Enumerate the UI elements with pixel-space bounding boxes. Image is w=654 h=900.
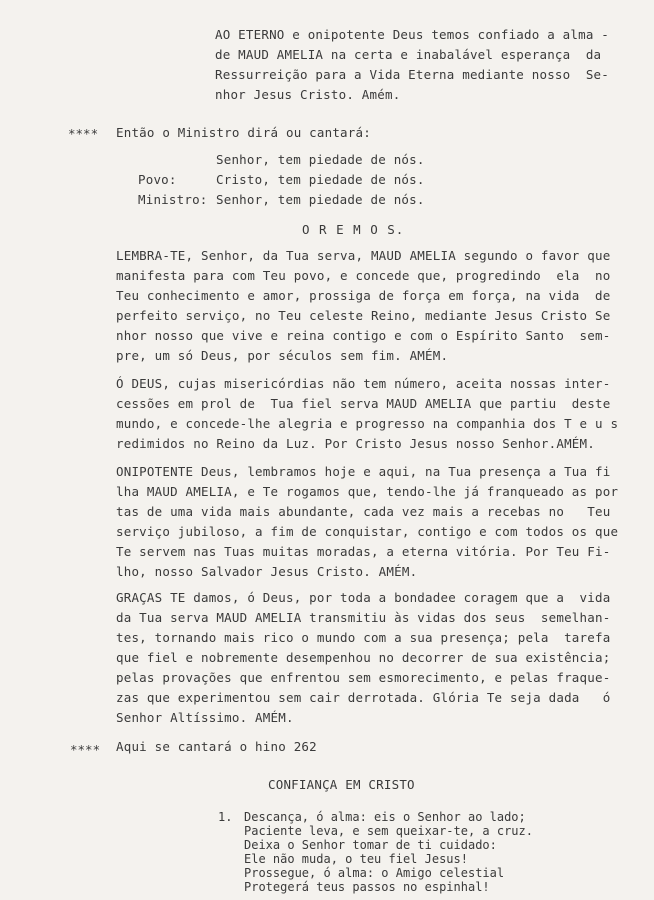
hymn-verse-number: 1. (218, 810, 233, 824)
prayer-line: da Tua serva MAUD AMELIA transmitiu às vidas dos seus semelhan- (116, 610, 611, 625)
prayer-line: cessões em prol de Tua fiel serva MAUD AMELIA que partiu deste (116, 396, 611, 411)
opening-line: AO ETERNO e onipotente Deus temos confiado a alma - (215, 27, 610, 42)
prayer-line: lha MAUD AMELIA, e Te rogamos que, tendo-lhe já franqueado as por (116, 484, 619, 499)
kyrie-line: Senhor, tem piedade de nós. (216, 192, 425, 207)
prayer-line: Te servem nas Tuas muitas moradas, a eterna vitória. Por Teu Fi- (116, 544, 611, 559)
rubric-text: Aqui se cantará o hino 262 (116, 739, 317, 754)
prayer-line: tes, tornando mais rico o mundo com a sua presença; pela tarefa (116, 630, 611, 645)
prayer-line: lho, nosso Salvador Jesus Cristo. AMÉM. (116, 564, 418, 579)
prayer-line: Senhor Altíssimo. AMÉM. (116, 710, 294, 725)
hymn-line: Deixa o Senhor tomar de ti cuidado: (244, 838, 497, 852)
kyrie-line: Senhor, tem piedade de nós. (216, 152, 425, 167)
prayer-line: Teu conhecimento e amor, prossiga de força em força, na vida de (116, 288, 611, 303)
prayer-line: redimidos no Reino da Luz. Por Cristo Jesus nosso Senhor.AMÉM. (116, 436, 595, 451)
prayer-line: tas de uma vida mais abundante, cada vez mais a recebas no Teu (116, 504, 611, 519)
kyrie-speaker: Povo: (138, 172, 177, 187)
hymn-line: Prossegue, ó alma: o Amigo celestial (244, 866, 505, 880)
hymn-line: Descança, ó alma: eis o Senhor ao lado; (244, 810, 526, 824)
rubric-text: Então o Ministro dirá ou cantará: (116, 125, 371, 140)
kyrie-line: Cristo, tem piedade de nós. (216, 172, 425, 187)
prayer-line: LEMBRA-TE, Senhor, da Tua serva, MAUD AMELIA segundo o favor que (116, 248, 611, 263)
opening-line: nhor Jesus Cristo. Amém. (215, 87, 401, 102)
prayer-line: Ó DEUS, cujas misericórdias não tem número, aceita nossas inter- (116, 376, 611, 391)
prayer-line: pre, um só Deus, por séculos sem fim. AMÉM. (116, 348, 449, 363)
prayer-line: pelas provações que enfrentou sem esmorecimento, e pelas fraque- (116, 670, 611, 685)
prayer-line: zas que experimentou sem cair derrotada. Glória Te seja dada ó (116, 690, 611, 705)
prayer-line: GRAÇAS TE damos, ó Deus, por toda a bondadee coragem que a vida (116, 590, 611, 605)
oremos-heading: O R E M O S. (302, 222, 405, 237)
rubric-marker: **** (70, 742, 101, 757)
opening-line: Ressurreição para a Vida Eterna mediante nosso Se- (215, 67, 610, 82)
prayer-line: manifesta para com Teu povo, e concede que, progredindo ela no (116, 268, 611, 283)
prayer-line: ONIPOTENTE Deus, lembramos hoje e aqui, na Tua presença a Tua fi (116, 464, 611, 479)
hymn-line: Ele não muda, o teu fiel Jesus! (244, 852, 468, 866)
hymn-line: Protegerá teus passos no espinhal! (244, 880, 490, 894)
prayer-line: serviço jubiloso, a fim de conquistar, contigo e com todos os que (116, 524, 619, 539)
rubric-marker: **** (68, 126, 99, 141)
prayer-line: que fiel e nobremente desempenhou no decorrer de sua existência; (116, 650, 611, 665)
prayer-line: mundo, e concede-lhe alegria e progresso na companhia dos T e u s (116, 416, 619, 431)
hymn-line: Paciente leva, e sem queixar-te, a cruz. (244, 824, 533, 838)
prayer-line: nhor nosso que vive e reina contigo e com o Espírito Santo sem- (116, 328, 611, 343)
prayer-line: perfeito serviço, no Teu celeste Reino, mediante Jesus Cristo Se (116, 308, 611, 323)
kyrie-speaker: Ministro: (138, 192, 208, 207)
opening-line: de MAUD AMELIA na certa e inabalável esperança da (215, 47, 602, 62)
hymn-title: CONFIANÇA EM CRISTO (268, 777, 415, 792)
